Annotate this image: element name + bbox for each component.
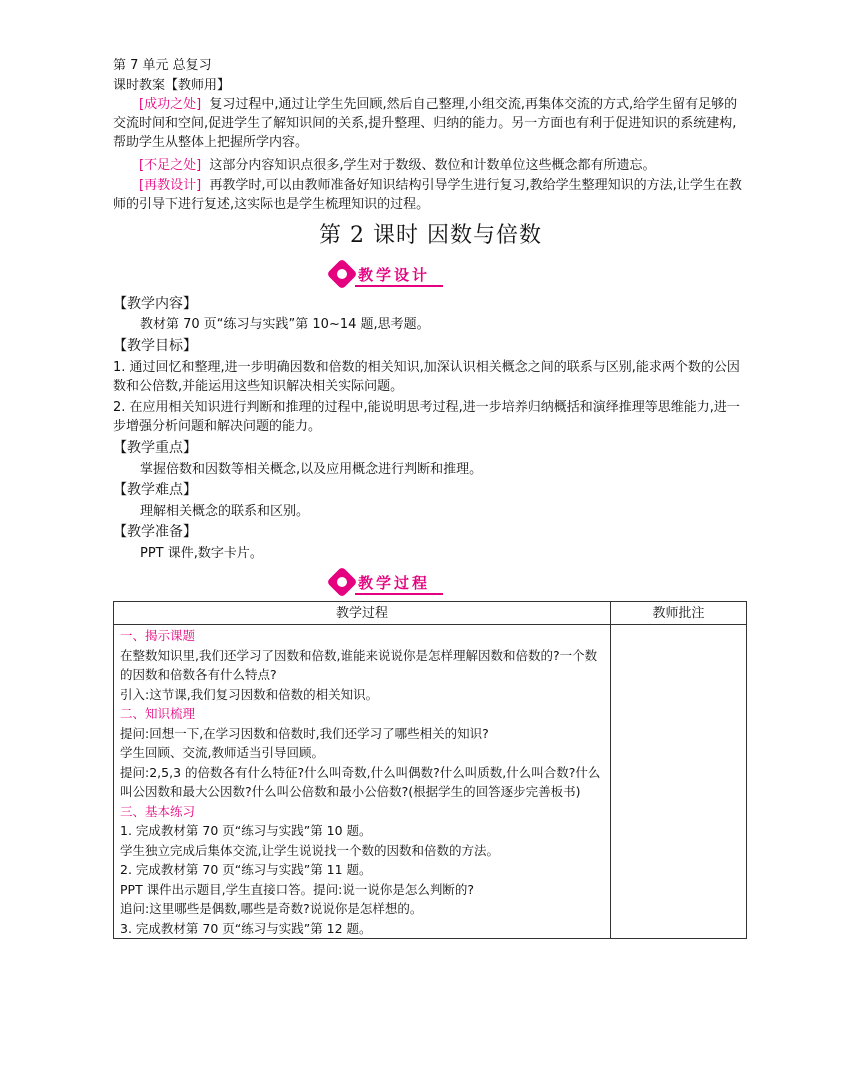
section-1-paragraph: 引入:这节课,我们复习因数和倍数的相关知识。: [120, 686, 379, 702]
teacher-notes-cell[interactable]: [611, 625, 747, 939]
difficulty-text: 理解相关概念的联系和区别。: [140, 504, 310, 519]
section-3-paragraph: 3. 完成教材第 70 页“练习与实践”第 12 题。: [120, 920, 372, 936]
teaching-design-banner: [331, 263, 443, 287]
section-3-paragraph: 追问:这里哪些是偶数,哪些是奇数?说说你是怎样想的。: [120, 901, 423, 916]
swirl-logo-icon: [326, 258, 357, 289]
teaching-process-table: [113, 601, 747, 939]
key-text: 掌握倍数和因数等相关概念,以及应用概念进行判断和推理。: [140, 462, 483, 477]
section-3-paragraph: 1. 完成教材第 70 页“练习与实践”第 10 题。: [120, 823, 372, 838]
content-heading: 【教学内容】: [113, 296, 197, 312]
lesson-plan-subtitle: 课时教案【教师用】: [113, 78, 231, 93]
reflection-redesign: [113, 176, 749, 214]
col-header-notes: 教师批注: [611, 602, 747, 625]
reflection-success: [113, 95, 749, 152]
shortfall-label: [不足之处]: [139, 158, 202, 173]
process-cell: [114, 625, 611, 939]
shortfall-text: 这部分内容知识点很多,学生对于数级、数位和计数单位这些概念都有所遗忘。: [209, 158, 656, 173]
key-heading: 【教学重点】: [113, 440, 197, 456]
section-3-paragraph: 学生独立完成后集体交流,让学生说说找一个数的因数和倍数的方法。: [120, 842, 499, 858]
swirl-logo-icon: [326, 566, 357, 597]
section-1-heading: 一、揭示课题: [120, 628, 196, 643]
content-text: 教材第 70 页“练习与实践”第 10~14 题,思考题。: [140, 317, 430, 332]
prep-heading: 【教学准备】: [113, 524, 197, 540]
goal-1: 1. 通过回忆和整理,进一步明确因数和倍数的相关知识,加深认识相关概念之间的联系与区别,能求两个数的公因数和公倍数,并能运用这些知识解决相关实际问题。: [113, 360, 740, 394]
banner-title: 教学过程: [358, 574, 431, 592]
lesson-title: 第 2 课时 因数与倍数: [319, 223, 542, 248]
section-3-paragraph: 2. 完成教材第 70 页“练习与实践”第 11 题。: [120, 862, 372, 877]
col-header-process: 教学过程: [114, 602, 611, 625]
redesign-label: [再教设计]: [139, 178, 202, 193]
difficulty-heading: 【教学难点】: [113, 482, 197, 498]
section-2-paragraph: 提问:2,5,3 的倍数各有什么特征?什么叫奇数,什么叫偶数?什么叫质数,什么叫合数?什么叫公因数和最大公因数?什么叫公倍数和最小公倍数?(根据学生的回答逐步完善板书): [120, 764, 601, 799]
teaching-process-banner: [331, 571, 443, 595]
success-label: [成功之处]: [139, 97, 202, 112]
redesign-text: 再教学时,可以由教师准备好知识结构引导学生进行复习,教给学生整理知识的方法,让学生在教师的引导下进行复述,这实际也是学生梳理知识的过程。: [113, 178, 742, 212]
success-text: 复习过程中,通过让学生先回顾,然后自己整理,小组交流,再集体交流的方式,给学生留有足够的交流时间和空间,促进学生了解知识间的关系,提升整理、归纳的能力。另一方面也有利于促进知识的系统建构,帮助学生从整体上把握所学内容。: [113, 97, 738, 150]
banner-title: 教学设计: [358, 266, 431, 284]
section-3-paragraph: PPT 课件出示题目,学生直接口答。提问:说一说你是怎么判断的?: [120, 881, 475, 897]
section-2-paragraph: 提问:回想一下,在学习因数和倍数时,我们还学习了哪些相关的知识?: [120, 725, 489, 741]
section-2-heading: 二、知识梳理: [120, 706, 196, 721]
unit-header: 第 7 单元 总复习: [113, 58, 212, 73]
reflection-shortfall: [113, 156, 749, 175]
section-1-paragraph: 在整数知识里,我们还学习了因数和倍数,谁能来说说你是怎样理解因数和倍数的?一个数的因数和倍数各有什么特点?: [120, 647, 598, 682]
prep-text: PPT 课件,数字卡片。: [140, 546, 263, 561]
goal-2: 2. 在应用相关知识进行判断和推理的过程中,能说明思考过程,进一步培养归纳概括和演绎推理等思维能力,进一步增强分析问题和解决问题的能力。: [113, 400, 740, 434]
section-3-heading: 三、基本练习: [120, 803, 196, 819]
goals-heading: 【教学目标】: [113, 338, 197, 354]
section-2-paragraph: 学生回顾、交流,教师适当引导回顾。: [120, 745, 324, 760]
